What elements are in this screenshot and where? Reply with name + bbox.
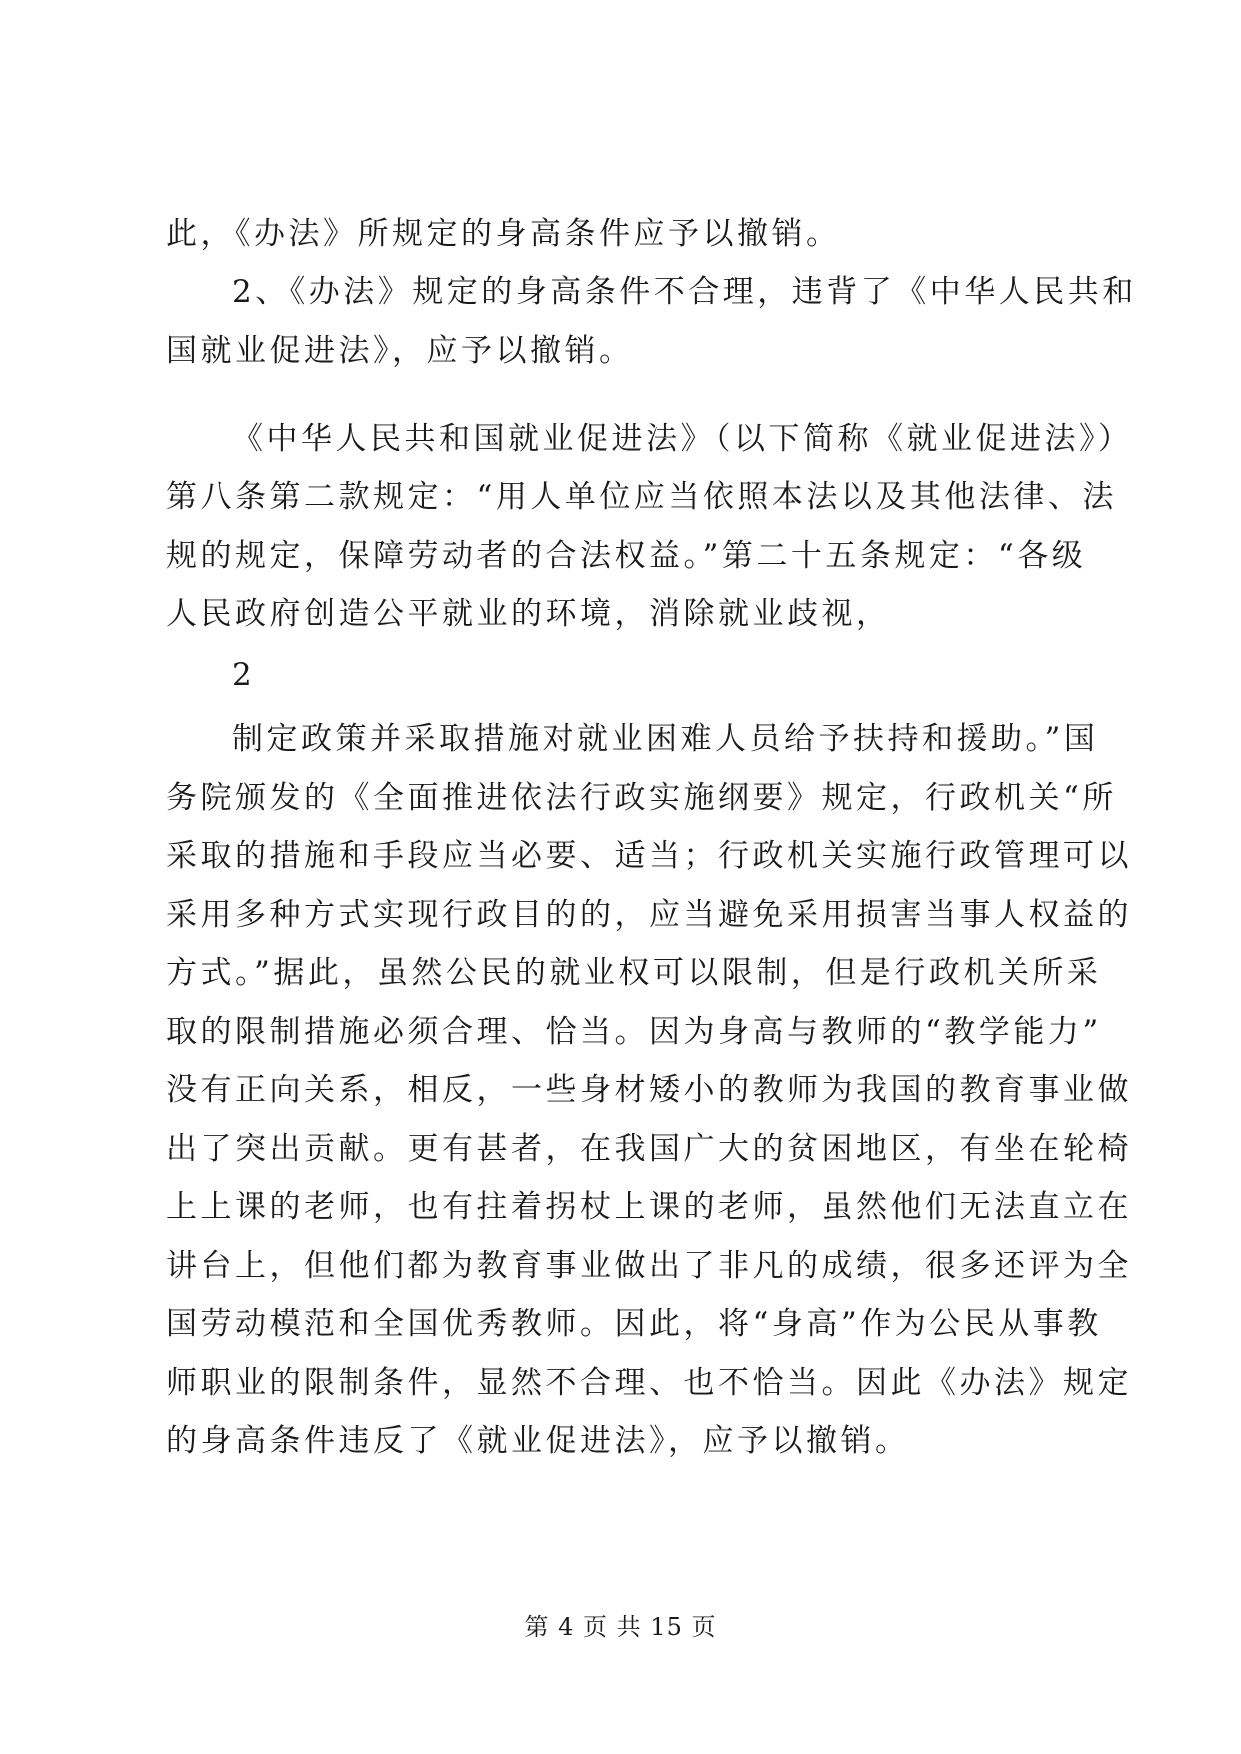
text-line-18: 讲台上，但他们都为教育事业做出了非凡的成绩，很多还评为全 — [166, 1248, 1132, 1284]
text-line-9: 制定政策并采取措施对就业困难人员给予扶持和援助。”国 — [232, 721, 1099, 757]
text-line-19: 国劳动模范和全国优秀教师。因此，将“身高”作为公民从事教 — [166, 1306, 1102, 1342]
text-line-16: 出了突出贡献。更有甚者，在我国广大的贫困地区，有坐在轮椅 — [166, 1131, 1132, 1167]
text-line-4: 《中华人民共和国就业促进法》（以下简称《就业促进法》） — [232, 421, 1133, 457]
text-line-17: 上上课的老师，也有拄着拐杖上课的老师，虽然他们无法直立在 — [166, 1189, 1132, 1225]
text-line-6: 规的规定，保障劳动者的合法权益。”第二十五条规定：“各级 — [166, 538, 1087, 574]
text-line-10: 务院颁发的《全面推进依法行政实施纲要》规定，行政机关“所 — [166, 780, 1117, 816]
text-line-13: 方式。”据此，虽然公民的就业权可以限制，但是行政机关所采 — [166, 955, 1102, 991]
text-line-11: 采取的措施和手段应当必要、适当；行政机关实施行政管理可以 — [166, 838, 1132, 874]
text-line-20: 师职业的限制条件，显然不合理、也不恰当。因此《办法》规定 — [166, 1365, 1132, 1401]
text-line-21: 的身高条件违反了《就业促进法》，应予以撤销。 — [166, 1423, 910, 1459]
text-line-3: 国就业促进法》，应予以撤销。 — [166, 333, 634, 369]
text-line-15: 没有正向关系，相反，一些身材矮小的教师为我国的教育事业做 — [166, 1072, 1132, 1108]
text-line-7: 人民政府创造公平就业的环境，消除就业歧视， — [166, 596, 891, 632]
text-line-8: 2 — [232, 657, 256, 693]
text-line-1: 此，《办法》所规定的身高条件应予以撤销。 — [166, 216, 841, 252]
text-line-14: 取的限制措施必须合理、恰当。因为身高与教师的“教学能力” — [166, 1014, 1102, 1050]
text-line-12: 采用多种方式实现行政目的的，应当避免采用损害当事人权益的 — [166, 897, 1132, 933]
text-line-2: 2、《办法》规定的身高条件不合理，违背了《中华人民共和 — [232, 274, 1137, 310]
page-number-footer: 第 4 页 共 15 页 — [524, 1613, 717, 1641]
text-line-5: 第八条第二款规定：“用人单位应当依照本法以及其他法律、法 — [166, 479, 1117, 515]
